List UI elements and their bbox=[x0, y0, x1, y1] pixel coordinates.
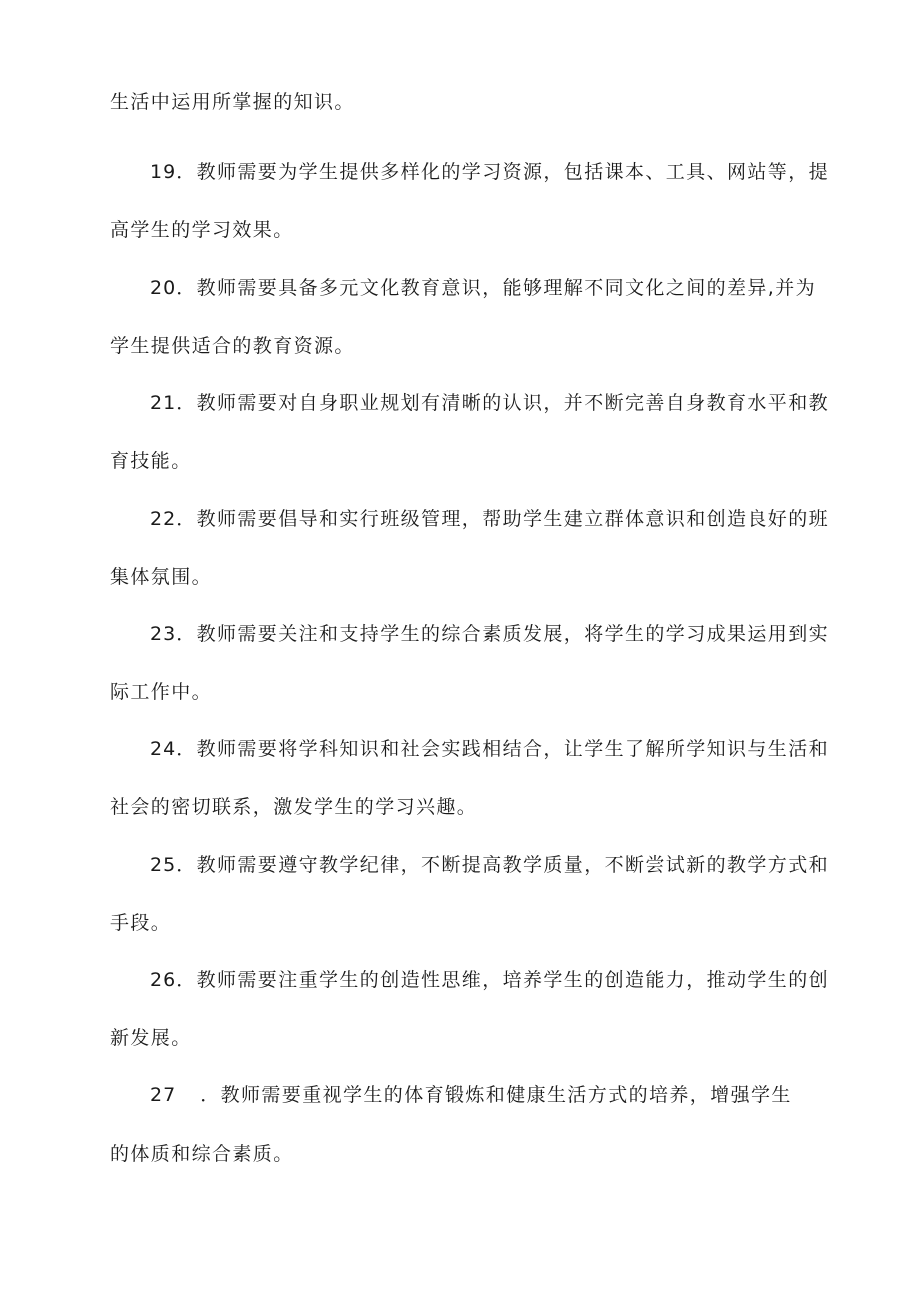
item-27-line2: 的体质和综合素质。 bbox=[110, 1143, 294, 1165]
item-22-line1 bbox=[150, 507, 829, 531]
item-25-line2: 手段。 bbox=[110, 912, 172, 934]
item-25-text: ．教师需要遵守教学纪律，不断提高教学质量，不断尝试新的教学方式和 bbox=[176, 854, 829, 876]
item-23-text: ．教师需要关注和支持学生的综合素质发展，将学生的学习成果运用到实 bbox=[176, 623, 829, 645]
item-22-number: 22 bbox=[150, 508, 177, 530]
intro-tail-line: 生活中运用所掌握的知识。 bbox=[110, 91, 355, 113]
item-25-number: 25 bbox=[150, 854, 177, 876]
item-24-line1 bbox=[150, 737, 829, 761]
item-23-number: 23 bbox=[150, 623, 177, 645]
item-21-line1 bbox=[150, 391, 829, 415]
item-26-line2: 新发展。 bbox=[110, 1027, 192, 1049]
item-26-line1 bbox=[150, 968, 829, 992]
item-26-text: ．教师需要注重学生的创造性思维，培养学生的创造能力，推动学生的创 bbox=[176, 969, 829, 991]
item-20-text: ．教师需要具备多元文化教育意识，能够理解不同文化之间的差异,并为 bbox=[176, 277, 817, 299]
item-24-line2: 社会的密切联系，激发学生的学习兴趣。 bbox=[110, 796, 478, 818]
item-19-number: 19 bbox=[150, 161, 177, 183]
item-19-text: ．教师需要为学生提供多样化的学习资源，包括课本、工具、网站等，提 bbox=[176, 161, 829, 183]
item-21-line2: 育技能。 bbox=[110, 450, 192, 472]
item-27-text: ．教师需要重视学生的体育锻炼和健康生活方式的培养，增强学生 bbox=[200, 1084, 792, 1106]
item-19-line2: 高学生的学习效果。 bbox=[110, 219, 294, 241]
item-23-line1 bbox=[150, 622, 829, 646]
item-26-number: 26 bbox=[150, 969, 177, 991]
item-24-number: 24 bbox=[150, 738, 177, 760]
item-24-text: ．教师需要将学科知识和社会实践相结合，让学生了解所学知识与生活和 bbox=[176, 738, 829, 760]
item-20-line2: 学生提供适合的教育资源。 bbox=[110, 335, 355, 357]
item-20-number: 20 bbox=[150, 277, 177, 299]
item-25-line1 bbox=[150, 853, 829, 877]
item-20-line1 bbox=[150, 276, 816, 300]
item-23-line2: 际工作中。 bbox=[110, 681, 213, 703]
item-19-line1 bbox=[150, 160, 829, 184]
item-27-line1 bbox=[150, 1083, 792, 1107]
item-22-text: ．教师需要倡导和实行班级管理，帮助学生建立群体意识和创造良好的班 bbox=[176, 508, 829, 530]
item-22-line2: 集体氛围。 bbox=[110, 566, 213, 588]
item-27-number: 27 bbox=[150, 1084, 177, 1106]
item-21-number: 21 bbox=[150, 392, 177, 414]
item-21-text: ．教师需要对自身职业规划有清晰的认识，并不断完善自身教育水平和教 bbox=[176, 392, 829, 414]
